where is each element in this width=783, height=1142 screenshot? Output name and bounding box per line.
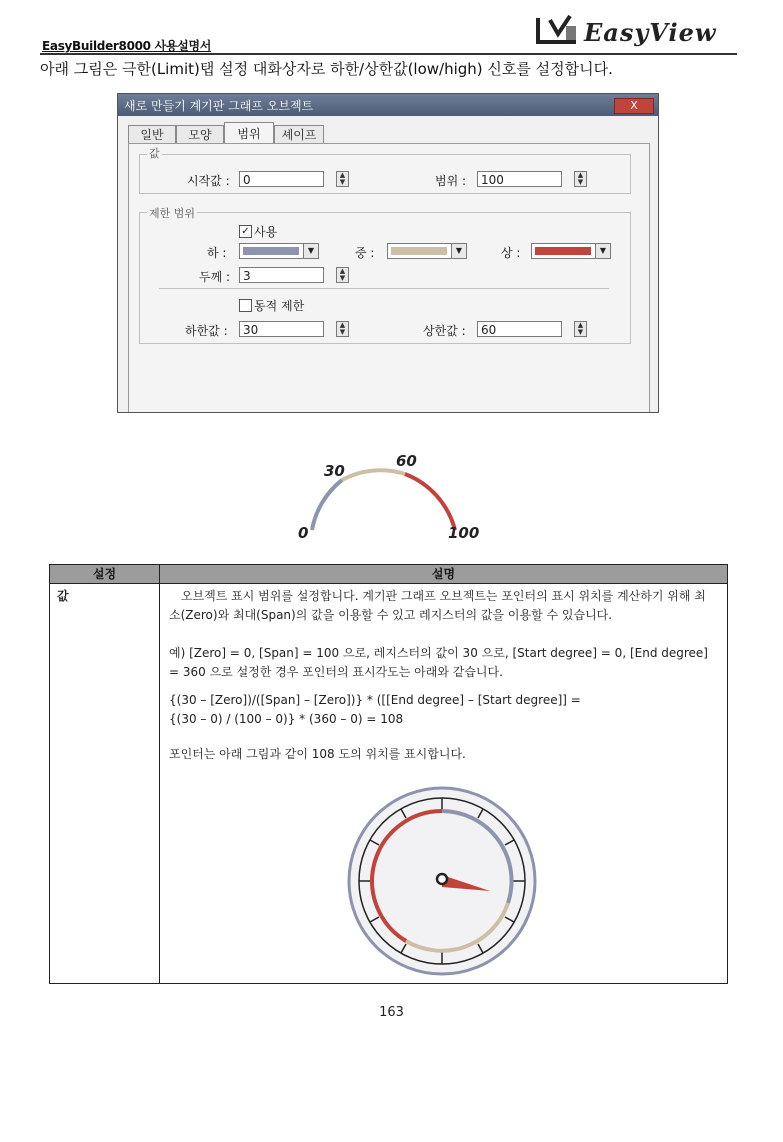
example-paragraph: 예) [Zero] = 0, [Span] = 100 으로, 레지스터의 값이 30 으로, [Start degree] = 0, [End degree] = 360 으로 설정한 경우 포인터의 표시각도는 아래와 같습니다. [169, 646, 708, 679]
low-color-swatch [243, 247, 299, 255]
high-color-label: 상 : [501, 246, 521, 260]
low-color-select[interactable] [239, 243, 319, 259]
row-setting-name: 값 [57, 589, 69, 603]
start-value-label: 시작값 : [187, 174, 230, 188]
mid-color-swatch [391, 247, 447, 255]
start-value-input[interactable]: 0 [239, 171, 324, 187]
description-paragraph: 오브젝트 표시 범위를 설정합니다. 계기판 그래프 오브젝트는 포인터의 표시 위치를 계산하기 위해 최소(Zero)와 최대(Span)의 값을 이용할 수 있고 레지스터의 값을 이용할 수 있습니다. [169, 589, 706, 622]
gauge-hub [437, 874, 447, 884]
intro-text: 아래 그림은 극한(Limit)탭 설정 대화상자로 하한/상한값(low/high) 신호를 설정합니다. [40, 60, 613, 78]
range-label: 범위 : [435, 174, 467, 188]
chevron-down-icon: ▼ [595, 244, 610, 258]
arc-label-0: 0 [298, 524, 309, 542]
formula-line-1: {(30 – [Zero])/([Span] – [Zero])} * ([[End degree] – [Start degree]] = [169, 693, 581, 707]
dialog-title: 새로 만들기 계기판 그래프 오브젝트 [124, 99, 314, 113]
limit-group-label: 제한 범위 [149, 207, 196, 220]
high-limit-label: 상한값 : [423, 324, 466, 338]
high-color-swatch [535, 247, 591, 255]
dialog-titlebar [118, 94, 658, 116]
header-rule [40, 53, 737, 55]
low-color-label: 하 : [207, 246, 227, 260]
thickness-label: 두께 : [199, 270, 231, 284]
formula-line-2: {(30 – 0) / (100 – 0)} * (360 – 0) = 108 [169, 712, 404, 726]
high-limit-input[interactable]: 60 [477, 321, 562, 337]
use-label: 사용 [254, 225, 278, 239]
arc-low-segment [312, 480, 342, 530]
round-gauge-figure [346, 783, 546, 981]
separator [159, 288, 609, 289]
table-header-setting: 설정 [50, 565, 159, 584]
use-checkbox[interactable]: ✓ [239, 225, 252, 238]
dynamic-limit-label: 동적 제한 [254, 299, 305, 313]
table-column-divider [159, 565, 160, 983]
logo-text: EasyView [584, 18, 717, 47]
low-limit-input[interactable]: 30 [239, 321, 324, 337]
tab-shape[interactable]: 셰이프 [274, 125, 324, 144]
tab-style[interactable]: 모양 [176, 125, 224, 144]
thickness-spinner[interactable]: ▲ ▼ [336, 267, 349, 283]
pointer-note: 포인터는 아래 그림과 같이 108 도의 위치를 표시합니다. [169, 747, 466, 761]
page-number: 163 [379, 1005, 404, 1020]
arc-label-30: 30 [324, 462, 345, 480]
mid-color-select[interactable] [387, 243, 467, 259]
arc-label-100: 100 [448, 524, 480, 542]
mid-color-label: 중 : [355, 246, 375, 260]
tab-range[interactable]: 범위 [224, 122, 274, 145]
start-value-spinner[interactable]: ▲ ▼ [336, 171, 349, 187]
dynamic-limit-checkbox[interactable] [239, 299, 252, 312]
chevron-down-icon: ▼ [451, 244, 466, 258]
chevron-down-icon: ▼ [303, 244, 318, 258]
document-title: EasyBuilder8000 사용설명서 [42, 39, 212, 53]
value-group-label: 값 [149, 147, 160, 160]
arc-mid-segment [342, 470, 405, 480]
low-limit-label: 하한값 : [185, 324, 228, 338]
range-input[interactable]: 100 [477, 171, 562, 187]
tab-general[interactable]: 일반 [128, 125, 176, 144]
dialog-window [117, 93, 659, 413]
high-color-select[interactable] [531, 243, 611, 259]
low-limit-spinner[interactable]: ▲ ▼ [336, 321, 349, 337]
thickness-input[interactable]: 3 [239, 267, 324, 283]
arc-high-segment [405, 474, 455, 530]
table-header-description: 설명 [160, 565, 727, 584]
close-button[interactable]: X [614, 98, 654, 114]
settings-table [49, 564, 728, 984]
high-limit-spinner[interactable]: ▲ ▼ [574, 321, 587, 337]
range-spinner[interactable]: ▲ ▼ [574, 171, 587, 187]
tab-pane-range [128, 143, 650, 413]
arc-label-60: 60 [396, 452, 417, 470]
